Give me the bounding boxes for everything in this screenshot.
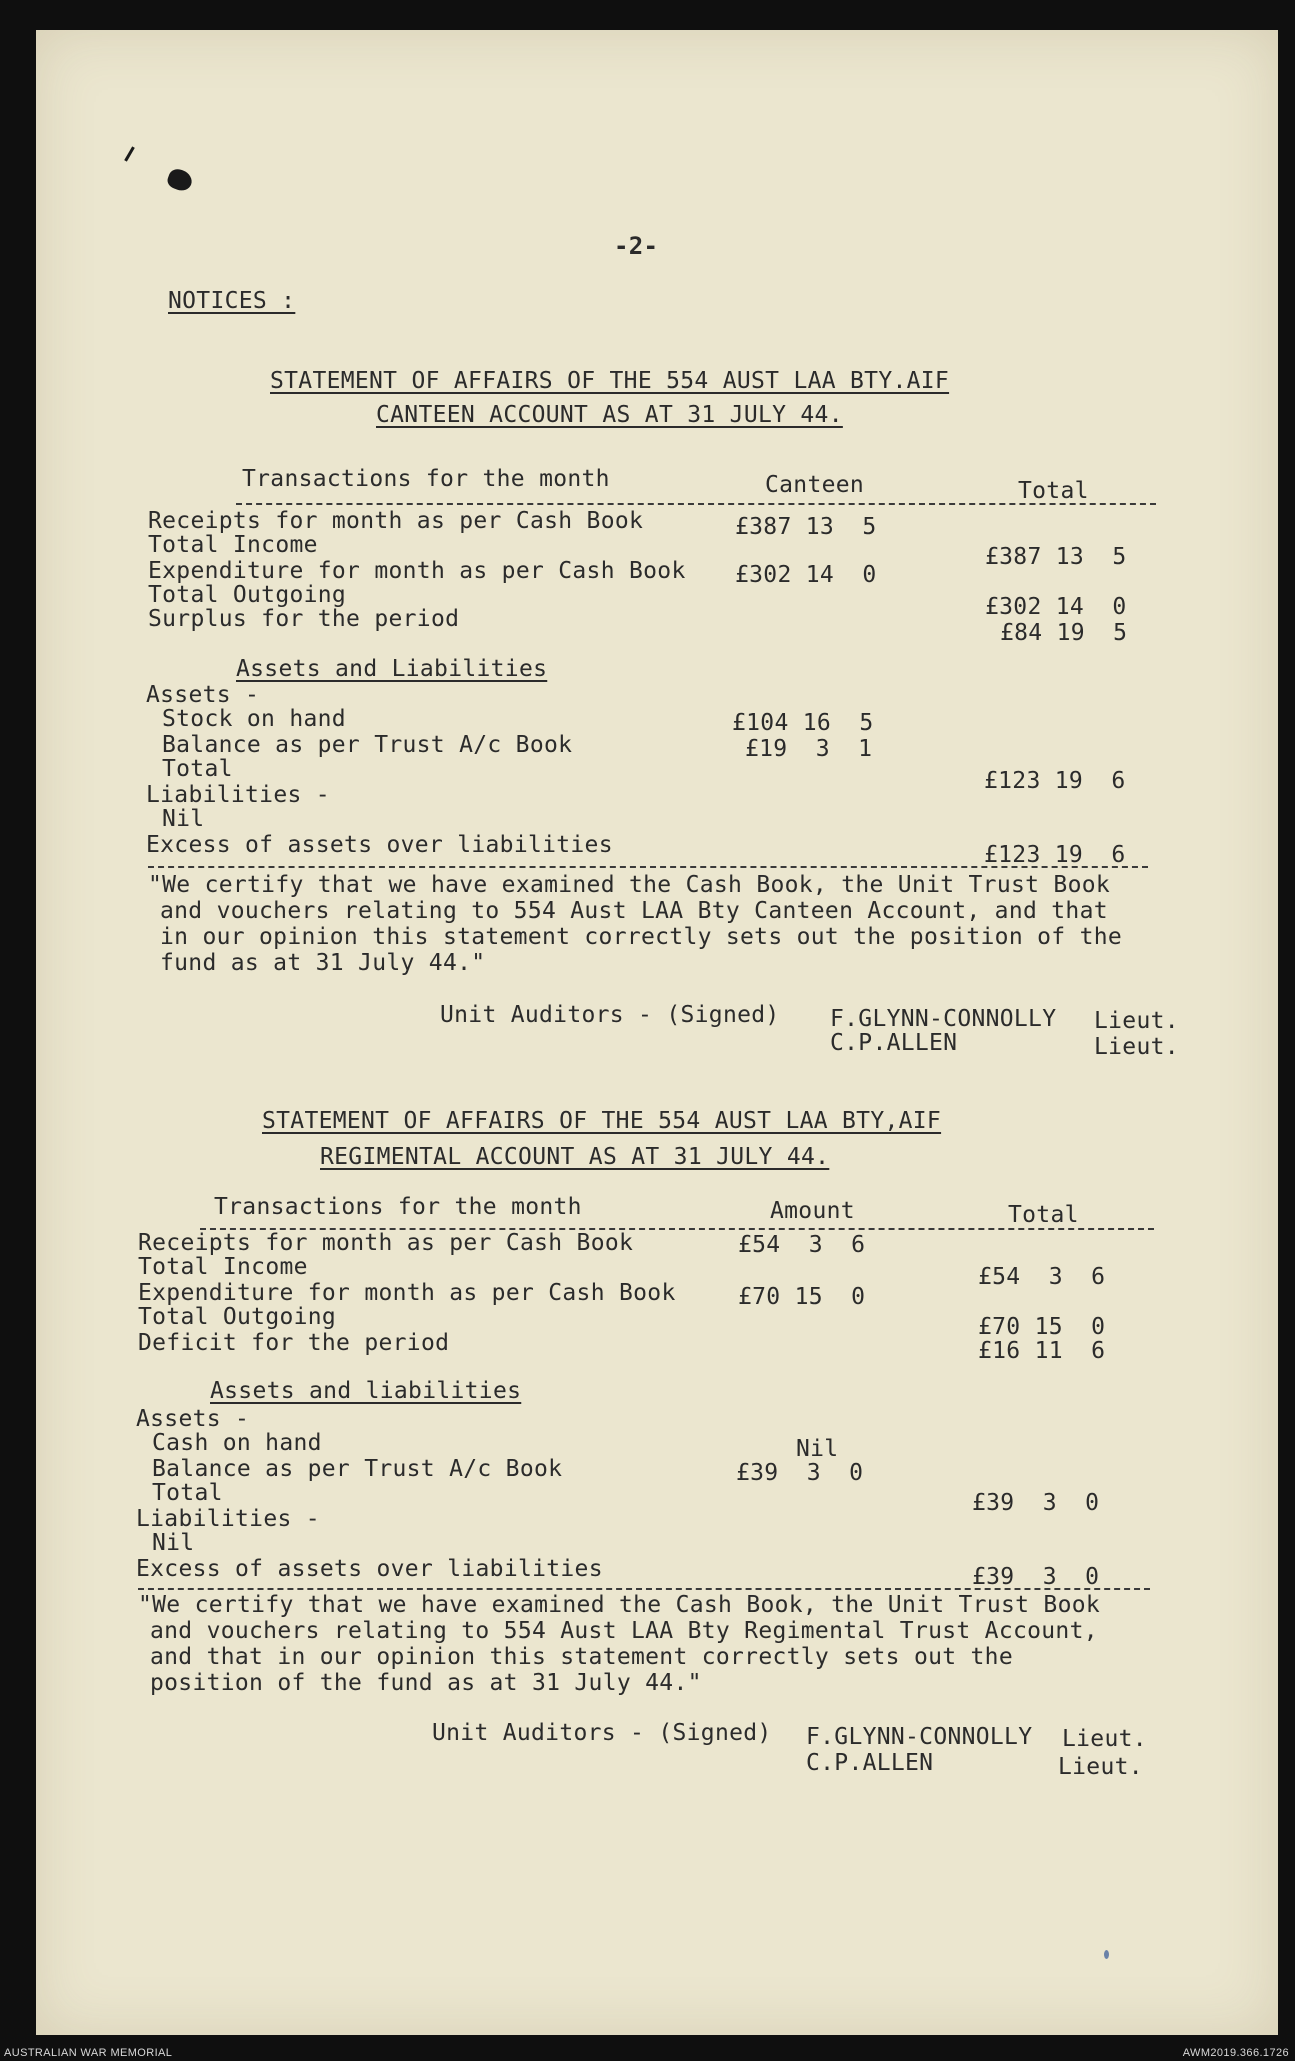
regimental-nil: Nil [152,1530,195,1556]
regimental-certificate-line3: and that in our opinion this statement correctly sets out the [150,1644,1013,1670]
page-number: -2- [614,232,659,260]
regimental-cash: Cash on hand [152,1430,322,1456]
canteen-total-outgoing: Total Outgoing [148,582,347,608]
regimental-assets-heading: Assets and liabilities [210,1378,522,1404]
regimental-cash-amount: Nil [796,1436,839,1462]
footer-institution: AUSTRALIAN WAR MEMORIAL [4,2047,173,2059]
regimental-total-income: Total Income [138,1254,308,1280]
canteen-receipts-amount: £387 13 5 [735,514,877,540]
canteen-title-line2: CANTEEN ACCOUNT AS AT 31 JULY 44. [376,402,843,428]
canteen-header-total: Total [1018,478,1089,504]
canteen-certificate-line4: fund as at 31 July 44." [160,950,486,976]
regimental-total-outgoing-amount: £70 15 0 [978,1314,1106,1340]
canteen-receipts: Receipts for month as per Cash Book [148,508,644,534]
regimental-expenditure: Expenditure for month as per Cash Book [138,1280,676,1306]
regimental-excess-rule [138,1588,1150,1590]
canteen-title-line1: STATEMENT OF AFFAIRS OF THE 554 AUST LAA BTY.AIF [270,368,950,394]
canteen-total-income-amount: £387 13 5 [985,544,1127,570]
canteen-liabilities: Liabilities - [146,782,330,808]
regimental-expenditure-amount: £70 15 0 [738,1284,866,1310]
canteen-auditors-label: Unit Auditors - (Signed) [440,1002,780,1028]
canteen-auditor2-name: C.P.ALLEN [830,1030,958,1056]
canteen-excess-rule [148,866,1148,868]
regimental-total-amount: £39 3 0 [972,1490,1100,1516]
canteen-stock-amount: £104 16 5 [732,710,874,736]
canteen-surplus: Surplus for the period [148,606,460,632]
canteen-surplus-amount: £84 19 5 [1000,620,1128,646]
canteen-expenditure: Expenditure for month as per Cash Book [148,558,686,584]
canteen-auditor2-rank: Lieut. [1094,1034,1179,1060]
canteen-excess-amount: £123 19 6 [984,842,1126,868]
regimental-deficit-amount: £16 11 6 [978,1338,1106,1364]
canteen-total-outgoing-amount: £302 14 0 [985,594,1127,620]
regimental-header-total: Total [1008,1202,1079,1228]
canteen-total-amount: £123 19 6 [984,768,1126,794]
canteen-excess: Excess of assets over liabilities [146,832,613,858]
regimental-certificate-line4: position of the fund as at 31 July 44." [150,1670,702,1696]
canteen-assets-label: Assets - [146,682,260,708]
canteen-certificate-line2: and vouchers relating to 554 Aust LAA Bty Canteen Account, and that [160,898,1108,924]
canteen-certificate-line1: "We certify that we have examined the Cash Book, the Unit Trust Book [148,872,1111,898]
notices-heading: NOTICES : [168,288,296,314]
canteen-header-canteen: Canteen [765,472,865,498]
regimental-excess: Excess of assets over liabilities [136,1556,603,1582]
regimental-title-line2: REGIMENTAL ACCOUNT AS AT 31 JULY 44. [320,1144,830,1170]
regimental-receipts-amount: £54 3 6 [738,1232,866,1258]
canteen-header-rule [236,503,1156,505]
canteen-nil: Nil [162,806,205,832]
regimental-liabilities: Liabilities - [136,1506,320,1532]
regimental-total-outgoing: Total Outgoing [138,1304,337,1330]
canteen-balance-amount: £19 3 1 [745,736,873,762]
canteen-balance: Balance as per Trust A/c Book [162,732,573,758]
regimental-certificate-line1: "We certify that we have examined the Cash Book, the Unit Trust Book [138,1592,1101,1618]
canteen-stock: Stock on hand [162,706,346,732]
regimental-excess-amount: £39 3 0 [972,1564,1100,1590]
canteen-total-income: Total Income [148,532,318,558]
regimental-assets-label: Assets - [136,1406,250,1432]
regimental-header-amount: Amount [770,1198,855,1224]
regimental-auditor2-name: C.P.ALLEN [806,1750,934,1776]
canteen-total: Total [162,756,233,782]
regimental-auditors-label: Unit Auditors - (Signed) [432,1720,772,1746]
canteen-assets-heading: Assets and Liabilities [236,656,548,682]
canteen-auditor1-rank: Lieut. [1094,1008,1179,1034]
canteen-expenditure-amount: £302 14 0 [735,562,877,588]
regimental-total-income-amount: £54 3 6 [978,1264,1106,1290]
regimental-balance: Balance as per Trust A/c Book [152,1456,563,1482]
regimental-auditor2-rank: Lieut. [1058,1754,1143,1780]
regimental-title-line1: STATEMENT OF AFFAIRS OF THE 554 AUST LAA BTY,AIF [262,1108,942,1134]
canteen-certificate-line3: in our opinion this statement correctly sets out the position of the [160,924,1123,950]
regimental-deficit: Deficit for the period [138,1330,450,1356]
footer-accession-number: AWM2019.366.1726 [1182,2047,1289,2059]
ink-dot [1104,1950,1109,1959]
regimental-auditor1-rank: Lieut. [1062,1726,1147,1752]
regimental-auditor1-name: F.GLYNN-CONNOLLY [806,1724,1033,1750]
canteen-auditor1-name: F.GLYNN-CONNOLLY [830,1006,1057,1032]
regimental-certificate-line2: and vouchers relating to 554 Aust LAA Bty Regimental Trust Account, [150,1618,1098,1644]
regimental-balance-amount: £39 3 0 [736,1460,864,1486]
regimental-header-transactions: Transactions for the month [214,1194,582,1220]
regimental-total: Total [152,1480,223,1506]
regimental-receipts: Receipts for month as per Cash Book [138,1230,634,1256]
canteen-header-transactions: Transactions for the month [242,466,610,492]
